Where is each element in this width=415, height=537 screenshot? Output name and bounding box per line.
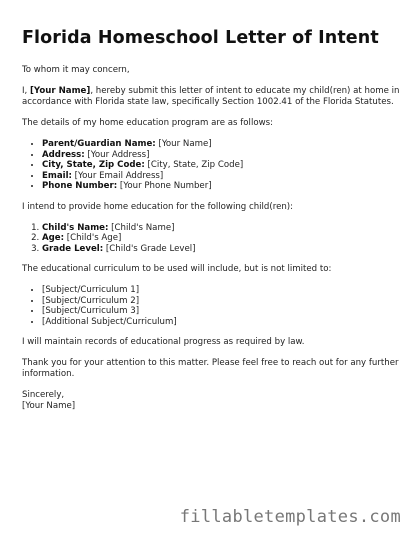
parent-details-list (22, 139, 402, 192)
intro-paragraph (22, 86, 402, 108)
list-item: • [Subject/Curriculum 1] (42, 285, 402, 296)
detail-value: [City, State, Zip Code] (144, 160, 244, 170)
intro-name: [Your Name] (30, 86, 91, 96)
detail-value: [Your Phone Number] (117, 181, 212, 191)
list-item (42, 223, 402, 234)
letter-page (22, 28, 402, 422)
detail-value: [Child's Grade Level] (103, 243, 196, 254)
salutation: To whom it may concern, (22, 65, 130, 75)
signoff: Sincerely, (22, 390, 65, 400)
page-title: Florida Homeschool Letter of Intent (22, 28, 379, 48)
watermark: fillabletemplates.com (179, 507, 401, 527)
children-intro: I intend to provide home education for the following child(ren): (22, 201, 294, 212)
detail-label: Address: (42, 149, 85, 160)
detail-label: Email: (42, 170, 72, 181)
thanks-paragraph: Thank you for your attention to this matter. Please feel free to reach out for any further information. (22, 358, 399, 379)
list-item (42, 160, 402, 171)
details-intro: The details of my home education program are as follows: (22, 118, 273, 128)
list-item (42, 171, 402, 182)
curriculum-list (22, 285, 402, 327)
detail-label: Age: (42, 233, 65, 243)
detail-value: [Your Email Address] (71, 170, 164, 181)
list-item (42, 139, 402, 150)
list-item: • [Additional Subject/Curriculum] (42, 317, 402, 328)
detail-label: Grade Level: (42, 243, 104, 254)
list-item: • [Subject/Curriculum 2] (42, 296, 402, 307)
detail-label: Parent/Guardian Name: (42, 139, 156, 149)
signature-name: [Your Name] (22, 401, 76, 411)
curriculum-intro: The educational curriculum to be used will include, but is not limited to: (22, 264, 332, 274)
list-item (42, 181, 402, 192)
intro-prefix: I, (22, 86, 30, 96)
detail-label: Phone Number: (42, 181, 118, 191)
closing-block (22, 390, 402, 412)
list-item (42, 150, 402, 161)
list-item (42, 233, 402, 244)
intro-text: , hereby submit this letter of intent to educate my child(ren) at home in accordance with Florida state law, specifically Section 1002.41 of the Florida Statutes. (22, 86, 400, 107)
list-item (42, 244, 402, 255)
detail-label: City, State, Zip Code: (42, 160, 145, 170)
records-paragraph: I will maintain records of educational progress as required by law. (22, 337, 305, 347)
detail-value: [Child's Age] (64, 233, 122, 243)
detail-value: [Child's Name] (108, 222, 175, 233)
list-item: • [Subject/Curriculum 3] (42, 306, 402, 317)
child-details-list (22, 223, 402, 255)
detail-value: [Your Address] (84, 149, 150, 160)
detail-label: Child's Name: (42, 222, 109, 233)
detail-value: [Your Name] (155, 139, 212, 149)
